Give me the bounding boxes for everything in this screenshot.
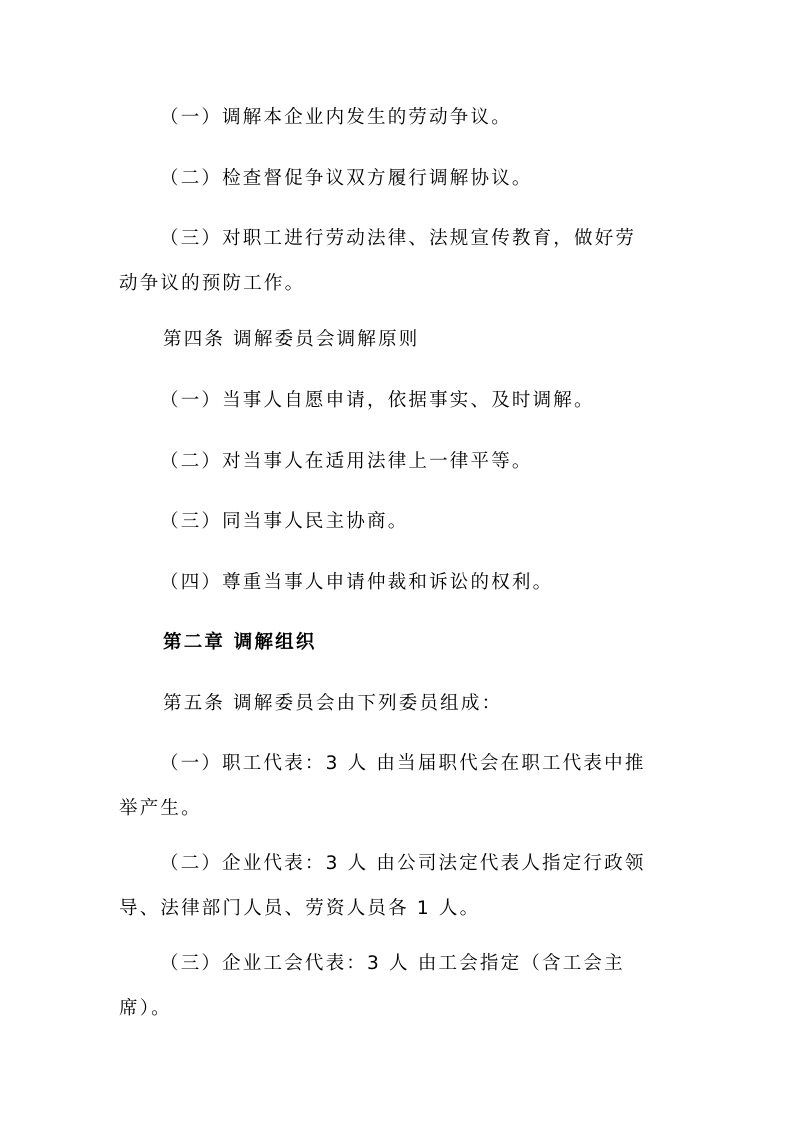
clause-4-2: （二）对当事人在适用法律上一律平等。 — [160, 451, 533, 472]
clause-1-3-line-2: 动争议的预防工作。 — [119, 273, 306, 294]
clause-5-2-line-1: （二）企业代表：3 人 由公司法定代表人指定行政领 — [160, 853, 646, 874]
clause-1-2: （二）检查督促争议双方履行调解协议。 — [160, 168, 533, 189]
clause-5-3-line-1: （三）企业工会代表：3 人 由工会指定（含工会主 — [160, 953, 625, 974]
clause-1-3-line-1: （三）对职工进行劳动法律、法规宣传教育，做好劳 — [160, 228, 637, 249]
clause-5-2-line-2: 导、法律部门人员、劳资人员各 1 人。 — [119, 898, 481, 919]
clause-4-4: （四）尊重当事人申请仲裁和诉讼的权利。 — [160, 572, 554, 593]
clause-5-3-line-2: 席）。 — [119, 998, 172, 1019]
chapter-2-heading: 第二章 调解组织 — [163, 632, 317, 653]
clause-1-1: （一）调解本企业内发生的劳动争议。 — [160, 107, 512, 128]
clause-5-1-line-2: 举产生。 — [119, 798, 202, 819]
article-5-heading: 第五条 调解委员会由下列委员组成： — [163, 693, 503, 714]
clause-4-1: （一）当事人自愿申请，依据事实、及时调解。 — [160, 390, 595, 411]
article-4-heading: 第四条 调解委员会调解原则 — [163, 329, 420, 350]
clause-5-1-line-1: （一）职工代表：3 人 由当届职代会在职工代表中推 — [160, 753, 646, 774]
clause-4-3: （三）同当事人民主协商。 — [160, 511, 409, 532]
